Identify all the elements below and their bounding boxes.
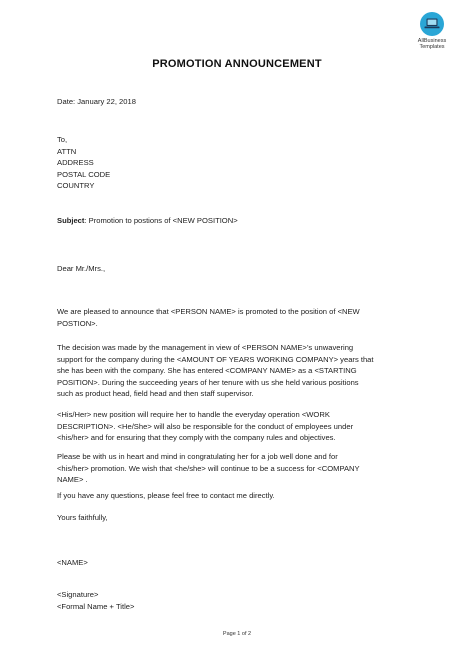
- signature-placeholder: <Signature>: [57, 590, 99, 599]
- allbusiness-templates-logo: [412, 12, 452, 50]
- paragraph-contact: If you have any questions, please feel free to contact me directly.: [57, 491, 275, 500]
- paragraph-line: she has been with the company. She has entered <COMPANY NAME> as a <STARTING: [57, 366, 357, 376]
- paragraph-line: POSTION>.: [57, 318, 98, 328]
- address-line: POSTAL CODE: [57, 169, 111, 179]
- laptop-icon: [420, 12, 444, 36]
- paragraph-line: <his/her> promotion. We wish that <he/she> will continue to be a success for <COMPANY: [57, 463, 360, 473]
- paragraph-line: The decision was made by the management in view of <PERSON NAME>’s unwavering: [57, 343, 354, 352]
- formal-name-title: <Formal Name + Title>: [57, 602, 135, 611]
- paragraph-line: DESCRIPTION>. <He/She> will also be responsible for the conduct of employees under: [57, 421, 354, 431]
- paragraph-line: <His/Her> new position will require her to handle the everyday operation <WORK: [57, 410, 330, 419]
- document-title: PROMOTION ANNOUNCEMENT: [152, 58, 322, 70]
- sender-name: <NAME>: [57, 558, 88, 567]
- paragraph-line: Please be with us in heart and mind in congratulating her for a job well done and for: [57, 452, 338, 461]
- paragraph-line: We are pleased to announce that <PERSON NAME> is promoted to the position of <NEW: [57, 307, 360, 316]
- address-line: To,: [57, 135, 68, 144]
- paragraph-announcement: [57, 306, 419, 329]
- paragraph-line: <his/her> and for ensuring that they comply with the company rules and objectives.: [57, 433, 336, 443]
- paragraph-line: POSITION>. During the succeeding years of her tenure with us she held various positions: [57, 377, 359, 387]
- paragraph-responsibilities: [57, 409, 419, 444]
- address-line: COUNTRY: [57, 181, 95, 190]
- subject-text: : Promotion to postions of <NEW POSITION>: [84, 216, 238, 225]
- paragraph-line: such as product head, field head and then staff supervisor.: [57, 389, 254, 399]
- letter-date: Date: January 22, 2018: [57, 97, 136, 106]
- paragraph-line: NAME> .: [57, 475, 88, 485]
- paragraph-congratulations: [57, 451, 419, 486]
- address-line: ADDRESS: [57, 158, 94, 167]
- logo-text: AllBusiness Templates: [417, 38, 447, 50]
- subject-line: [57, 215, 238, 226]
- closing: Yours faithfully,: [57, 513, 108, 522]
- paragraph-decision: [57, 342, 419, 400]
- paragraph-line: support for the company during the <AMOUNT OF YEARS WORKING COMPANY> years that: [57, 354, 374, 364]
- salutation: Dear Mr./Mrs.,: [57, 264, 106, 273]
- page-number: Page 1 of 2: [222, 631, 252, 637]
- subject-label: Subject: [57, 216, 85, 225]
- recipient-address: [57, 134, 419, 192]
- address-line: ATTN: [57, 146, 77, 156]
